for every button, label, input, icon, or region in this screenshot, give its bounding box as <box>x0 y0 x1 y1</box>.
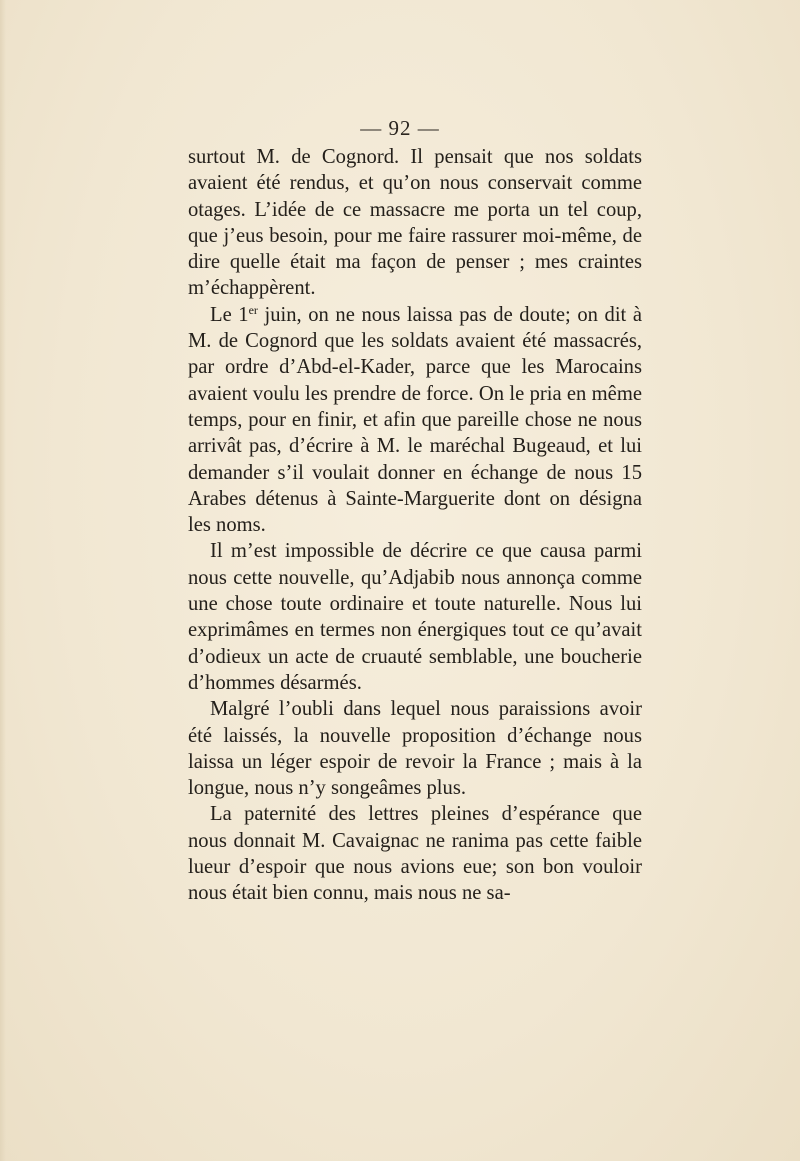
paragraph-2-text: juin, on ne nous laissa pas de doute; on dit à M. de Cognord que les soldats avaient été massacrés, par ordre d’Abd-el-Kader, parce que les Marocains avaient voulu les prendre de force. On le pria en même temps, pour en finir, et afin que pareille chose ne nous arrivât pas, d’écrire à M. le maréchal Bugeaud, et lui demander s’il voulait donner en échange de nous 15 Arabes détenus à Sainte-Marguerite dont on désigna les noms. <box>188 303 642 537</box>
paragraph-5: La paternité des lettres pleines d’espérance que nous donnait M. Cavaignac ne ranima pas cette faible lueur d’espoir que nous avions eue; son bon vouloir nous était bien connu, mais nous ne sa- <box>188 803 642 905</box>
body-text <box>188 144 642 907</box>
paragraph-3: Il m’est impossible de décrire ce que causa parmi nous cette nouvelle, qu’Adjabib nous annonça comme une chose toute ordinaire et toute naturelle. Nous lui exprimâmes en termes non énergiques tout ce qu’avait d’odieux un acte de cruauté semblable, une boucherie d’hommes désarmés. <box>188 540 642 694</box>
paragraph-1: surtout M. de Cognord. Il pensait que nos soldats avaient été rendus, et qu’on nous conservait comme otages. L’idée de ce massacre me porta un tel coup, que j’eus besoin, pour me faire rassurer moi-même, de dire quelle était ma façon de penser ; mes craintes m’échappèrent. <box>188 146 642 300</box>
ordinal-superscript: er <box>248 302 258 317</box>
page-edge <box>0 0 6 1161</box>
paragraph-2-lead: Le 1 <box>210 303 249 326</box>
paragraph-2 <box>188 302 642 539</box>
page-number: — 92 — <box>360 116 440 140</box>
paragraph-4: Malgré l’oubli dans lequel nous paraissions avoir été laissés, la nouvelle proposition d’échange nous laissa un léger espoir de revoir la France ; mais à la longue, nous n’y songeâmes plus. <box>188 698 642 800</box>
